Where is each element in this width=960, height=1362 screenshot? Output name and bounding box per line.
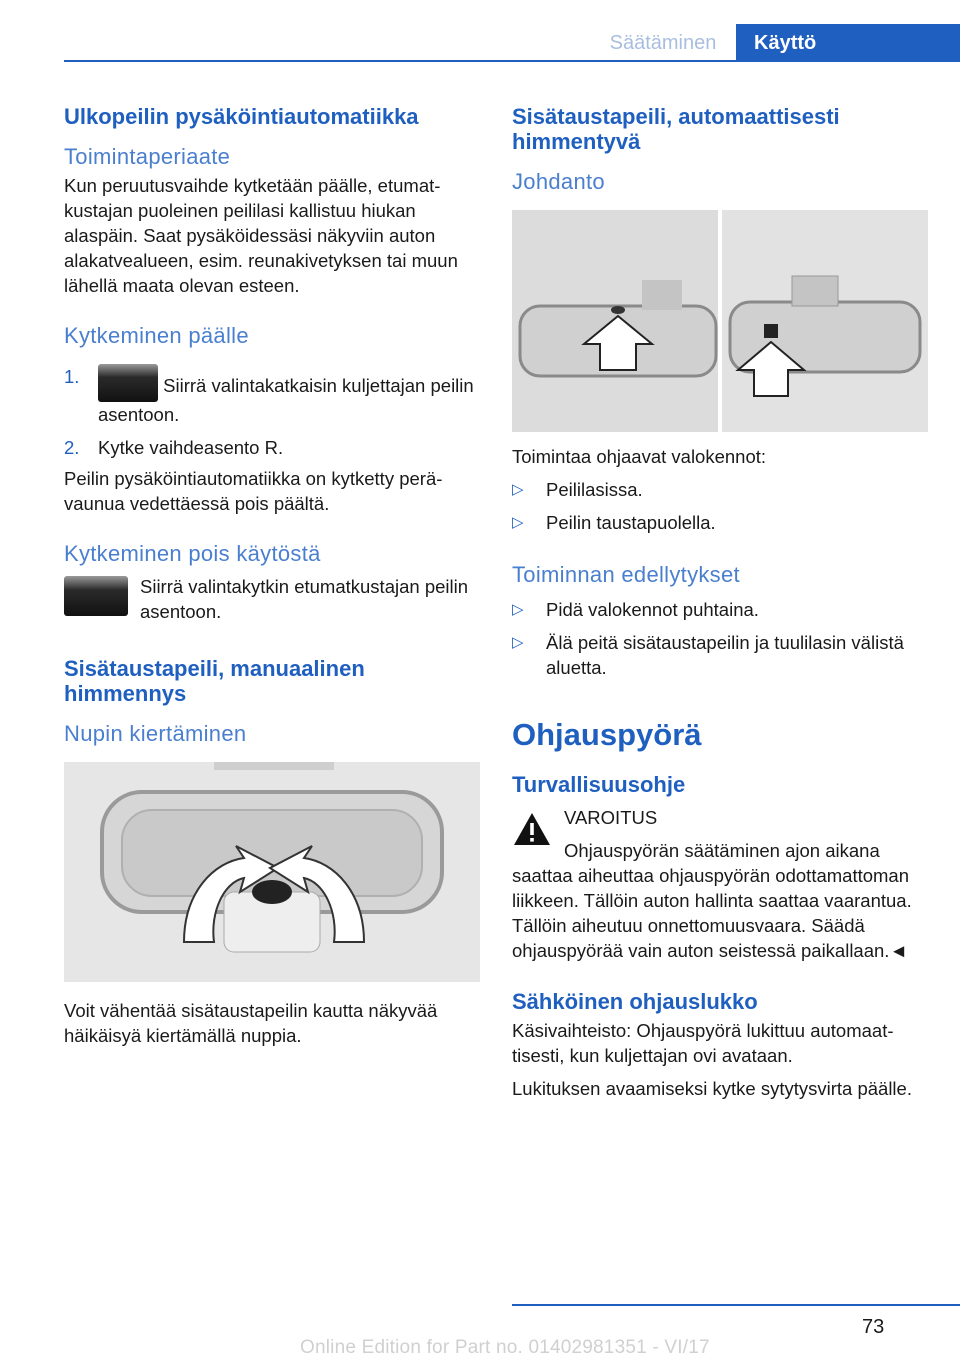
heading-outside-mirror: Ulkopeilin pysäköintiautomatiikka	[64, 104, 419, 129]
triangle-bullet-icon: ▷	[512, 481, 524, 498]
header-tab-kaytto[interactable]: Käyttö	[736, 24, 960, 62]
heading-auto-dimming: Sisätaustapeili, automaattisesti himmentyvä	[512, 104, 840, 154]
step-1	[64, 364, 480, 427]
text-trailer: Peilin pysäköintiautomatiikka on kytketty perävaunua vedettäessä pois päältä.	[64, 468, 443, 514]
step-2-number: 2.	[64, 437, 80, 458]
list-item-text: Peilin taustapuolella.	[546, 512, 716, 533]
list-item-text: Peililasissa.	[546, 479, 643, 500]
list-item	[512, 510, 928, 535]
right-column	[512, 100, 928, 1101]
mirror-switch-driver-icon	[98, 364, 158, 402]
left-column	[64, 100, 480, 1048]
heading-switch-on: Kytkeminen päälle	[64, 323, 249, 348]
triangle-bullet-icon: ▷	[512, 601, 524, 618]
footer-rule	[512, 1304, 960, 1306]
warning-text: Ohjauspyörän säätäminen ajon aikana saattaa aiheuttaa ohjauspyörän odottamattoman liikkeen. Tällöin auton hallinta saattaa vaarantua. Tällöin aiheutuu onnettomuusvaara. Säädä ohjauspyörää vain auton seistessä paikallaan.◄	[512, 840, 912, 961]
header-tab-saataminen[interactable]: Säätäminen	[609, 32, 717, 54]
heading-principle: Toimintaperiaate	[64, 144, 231, 169]
warning-triangle-icon	[512, 811, 552, 847]
step-2	[64, 435, 480, 460]
step-1-text: Siirrä valintakatkaisin kuljettajan peilin asentoon.	[98, 375, 474, 425]
footer-edition: Online Edition for Part no. 01402981351 - VI/17	[300, 1337, 710, 1358]
list-item	[512, 477, 928, 502]
list-item-text: Pidä valokennot puhtaina.	[546, 599, 759, 620]
mirror-sensors-illustration	[512, 210, 928, 432]
header-rule	[64, 60, 960, 62]
warning-block	[512, 805, 928, 963]
heading-intro: Johdanto	[512, 169, 605, 194]
page-number: 73	[862, 1316, 885, 1338]
triangle-bullet-icon: ▷	[512, 634, 524, 651]
text-lock-1: Käsivaihteisto: Ohjauspyörä lukittuu automaattisesti, kun kuljettajan ovi avataan.	[512, 1020, 894, 1066]
heading-steering-wheel: Ohjauspyörä	[512, 717, 702, 752]
switch-off-row	[64, 574, 480, 630]
heading-safety: Turvallisuusohje	[512, 772, 686, 797]
text-switch-off: Siirrä valintakytkin etumatkustajan peilin asentoon.	[140, 576, 469, 622]
list-item	[512, 630, 928, 680]
list-item	[512, 597, 928, 622]
text-sensors: Toimintaa ohjaavat valokennot:	[512, 446, 767, 467]
heading-switch-off: Kytkeminen pois käytöstä	[64, 541, 321, 566]
triangle-bullet-icon: ▷	[512, 514, 524, 531]
list-item-text: Älä peitä sisätaustapeilin ja tuulilasin välistä aluetta.	[546, 632, 904, 678]
step-1-number: 1.	[64, 366, 80, 387]
step-2-text: Kytke vaihdeasento R.	[98, 437, 284, 458]
heading-knob: Nupin kiertäminen	[64, 721, 247, 746]
mirror-knob-illustration	[64, 762, 480, 982]
heading-manual-dimming: Sisätaustapeili, manuaalinen himmennys	[64, 656, 365, 706]
text-lock-2: Lukituksen avaamiseksi kytke sytytysvirta päälle.	[512, 1078, 912, 1099]
heading-requirements: Toiminnan edellytykset	[512, 562, 740, 587]
text-knob: Voit vähentää sisätaustapeilin kautta näkyvää häikäisyä kiertämällä nuppia.	[64, 1000, 438, 1046]
text-principle: Kun peruutusvaihde kytketään päälle, etumatkustajan puoleinen peililasi kallistuu hiukan alaspäin. Saat pysäköidessäsi näkyviin auton alakatvealueen, esim. reunakivetyksen tai muun lähellä maata olevan esteen.	[64, 175, 458, 296]
mirror-switch-passenger-icon	[64, 576, 128, 616]
warning-title: VAROITUS	[564, 807, 658, 828]
heading-steering-lock: Sähköinen ohjauslukko	[512, 989, 758, 1014]
